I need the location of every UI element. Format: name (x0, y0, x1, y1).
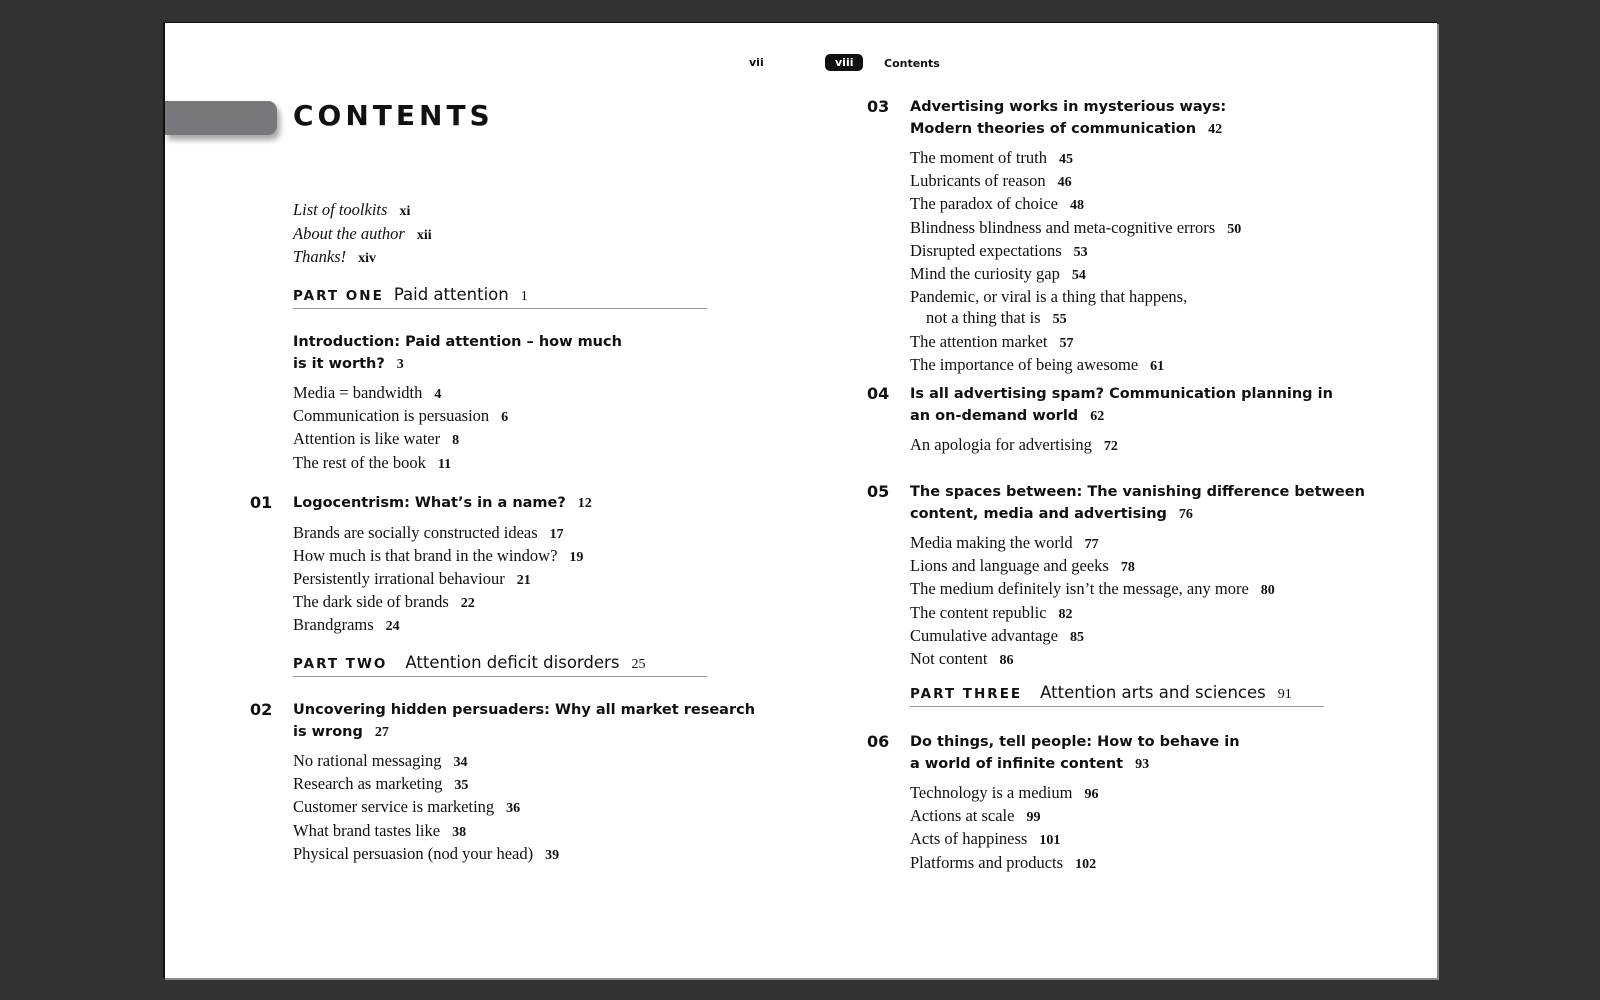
toc-entry[interactable] (293, 246, 432, 270)
section-page: 45 (1059, 152, 1074, 167)
chapter-title-line: Uncovering hidden persuaders: Why all market research (293, 702, 756, 718)
chapter-title-line: The spaces between: The vanishing difference between (910, 484, 1365, 500)
right-page-number: viii (825, 54, 863, 71)
section-title: Persistently irrational behaviour (293, 568, 505, 588)
part-heading[interactable] (293, 285, 707, 309)
section-entry[interactable] (293, 428, 622, 451)
chapter-page: 76 (1178, 506, 1193, 522)
section-entry[interactable] (293, 405, 622, 428)
left-page-number: vii (749, 56, 764, 69)
part-name: Paid attention (393, 285, 509, 304)
chapter-tab-decoration (165, 101, 277, 135)
chapter-title-line: Introduction: Paid attention – how much (293, 334, 622, 350)
section-entry[interactable] (910, 354, 1241, 377)
section-title: not a thing that is (926, 308, 1041, 328)
entry-page: xii (416, 227, 432, 243)
section-title: Mind the curiosity gap (910, 264, 1060, 284)
section-page: 6 (501, 410, 509, 426)
chapter-title[interactable] (910, 97, 1241, 140)
chapter-page: 12 (577, 496, 592, 511)
section-page: 35 (454, 778, 469, 794)
section-entry[interactable] (910, 331, 1241, 354)
section-entry[interactable] (293, 843, 755, 866)
section-page: 34 (453, 755, 468, 770)
section-entry[interactable] (910, 602, 1365, 625)
section-title: The attention market (910, 331, 1048, 351)
part-label: PART THREE (910, 686, 1023, 702)
section-page: 102 (1075, 856, 1097, 872)
part-label: PART ONE (293, 288, 384, 304)
section-page: 11 (437, 456, 452, 472)
section-entry[interactable] (293, 614, 592, 637)
chapter-title-line: content, media and advertising (910, 505, 1167, 522)
section-entry[interactable] (293, 773, 755, 796)
toc-entry[interactable] (293, 199, 432, 223)
section-title: Actions at scale (910, 806, 1015, 826)
section-title: Lions and language and geeks (910, 556, 1109, 576)
part-name: Attention deficit disorders (405, 653, 620, 672)
chapter-number: 04 (867, 384, 890, 403)
chapter-entry (250, 700, 756, 866)
chapter-title-line: Is all advertising spam? Communication planning in (910, 386, 1333, 402)
chapter-title-line: Do things, tell people: How to behave in (910, 734, 1240, 750)
section-entry[interactable] (293, 820, 755, 843)
section-page: 101 (1039, 833, 1061, 849)
section-entry[interactable] (293, 452, 622, 475)
section-list (293, 750, 755, 866)
section-page: 53 (1073, 244, 1088, 260)
section-title: Technology is a medium (910, 783, 1073, 802)
chapter-number: 02 (250, 700, 273, 719)
section-title: Pandemic, or viral is a thing that happens, (910, 287, 1188, 307)
section-entry[interactable] (910, 240, 1241, 263)
section-title: The content republic (910, 602, 1047, 622)
part-page: 91 (1277, 687, 1292, 702)
section-title: Brandgrams (293, 615, 374, 635)
section-title: Disrupted expectations (910, 240, 1062, 260)
part-page: 25 (631, 657, 646, 672)
section-entry[interactable] (910, 193, 1241, 216)
section-entry[interactable] (910, 782, 1240, 805)
part-heading[interactable] (910, 683, 1324, 707)
section-page: 8 (452, 433, 460, 449)
section-page: 85 (1070, 629, 1084, 645)
section-page: 77 (1084, 537, 1099, 552)
section-list (910, 782, 1240, 875)
section-entry[interactable] (910, 147, 1241, 170)
section-entry[interactable] (293, 750, 755, 773)
chapter-title[interactable] (910, 732, 1240, 775)
section-title: Lubricants of reason (910, 171, 1046, 191)
section-entry[interactable] (910, 434, 1333, 457)
section-page: 21 (516, 572, 531, 588)
section-entry[interactable] (293, 545, 592, 568)
section-list (293, 382, 622, 475)
entry-page: xi (399, 204, 411, 219)
section-title: An apologia for advertising (910, 435, 1092, 454)
section-entry[interactable] (910, 578, 1365, 601)
section-title: Media = bandwidth (293, 383, 423, 402)
front-matter-list (293, 199, 432, 270)
entry-title: List of toolkits (293, 200, 388, 219)
section-entry[interactable] (293, 522, 592, 545)
chapter-entry (867, 732, 1240, 875)
entry-title: Thanks! (293, 247, 347, 266)
chapter-entry (867, 384, 1333, 457)
section-entry[interactable] (910, 648, 1365, 671)
section-page: 57 (1059, 335, 1074, 351)
section-title: Blindness blindness and meta-cognitive errors (910, 217, 1216, 237)
chapter-page: 42 (1208, 121, 1223, 137)
section-page: 17 (549, 526, 564, 542)
chapter-page: 62 (1090, 408, 1105, 424)
chapter-entry (867, 482, 1365, 671)
entry-title: About the author (293, 223, 405, 243)
section-entry[interactable] (910, 625, 1365, 648)
section-page: 36 (506, 801, 521, 817)
section-title: Attention is like water (293, 429, 441, 449)
section-page: 86 (999, 653, 1014, 669)
part-name: Attention arts and sciences (1040, 683, 1266, 702)
section-page: 39 (545, 847, 560, 863)
section-title: Platforms and products (910, 852, 1064, 872)
section-page: 4 (434, 387, 442, 402)
section-title: The moment of truth (910, 148, 1048, 167)
section-title: The rest of the book (293, 452, 426, 472)
section-title: The importance of being awesome (910, 354, 1139, 374)
part-page: 1 (520, 289, 528, 304)
chapter-page: 3 (396, 356, 404, 372)
section-page: 72 (1103, 439, 1118, 454)
section-title: Physical persuasion (nod your head) (293, 843, 534, 863)
section-title: No rational messaging (293, 751, 442, 770)
section-page: 61 (1150, 358, 1165, 374)
chapter-title-line: Advertising works in mysterious ways: (910, 99, 1227, 115)
section-page: 19 (569, 549, 584, 565)
section-title: What brand tastes like (293, 820, 441, 840)
section-title: Acts of happiness (910, 829, 1028, 849)
chapter-number: 06 (867, 732, 890, 751)
section-page: 22 (460, 596, 475, 612)
section-page: 50 (1227, 221, 1242, 237)
chapter-entry (293, 332, 622, 475)
section-entry[interactable] (910, 805, 1240, 828)
section-title: Communication is persuasion (293, 406, 490, 426)
section-page: 80 (1260, 583, 1275, 599)
entry-page: xiv (358, 251, 377, 266)
section-list (910, 147, 1241, 377)
chapter-title-line: Logocentrism: What’s in a name? (293, 495, 566, 511)
section-entry[interactable] (293, 382, 622, 405)
chapter-title[interactable] (293, 493, 592, 515)
section-entry[interactable] (910, 555, 1365, 578)
section-title: Cumulative advantage (910, 625, 1058, 645)
section-title: The paradox of choice (910, 194, 1058, 214)
chapter-entry (867, 97, 1242, 377)
toc-entry[interactable] (293, 223, 432, 247)
section-entry[interactable] (293, 568, 592, 591)
chapter-title-line: is wrong (293, 723, 363, 740)
section-title: How much is that brand in the window? (293, 545, 558, 565)
running-head: Contents (884, 57, 940, 70)
book-spread (163, 22, 1437, 978)
chapter-title[interactable] (910, 384, 1333, 427)
chapter-title-line: a world of infinite content (910, 755, 1124, 772)
chapter-title-line: Modern theories of communication (910, 120, 1197, 137)
section-page: 24 (385, 619, 400, 635)
chapter-page: 27 (374, 724, 389, 740)
section-page: 82 (1058, 606, 1073, 622)
section-list (910, 434, 1333, 457)
section-page: 78 (1120, 560, 1135, 576)
chapter-number: 01 (250, 493, 273, 512)
chapter-title-line: an on-demand world (910, 407, 1079, 424)
section-title: Media making the world (910, 533, 1073, 552)
chapter-title-line: is it worth? (293, 355, 385, 372)
section-entry[interactable] (910, 828, 1240, 851)
section-entry[interactable] (293, 796, 755, 819)
section-page: 55 (1052, 312, 1067, 328)
section-title: Brands are socially constructed ideas (293, 522, 538, 542)
chapter-title[interactable] (910, 482, 1365, 525)
section-page: 48 (1069, 198, 1084, 214)
chapter-page: 93 (1135, 756, 1150, 772)
chapter-number: 05 (867, 482, 890, 501)
section-entry-continuation[interactable] (910, 307, 1241, 330)
section-page: 38 (452, 824, 467, 840)
chapter-number: 03 (867, 97, 890, 116)
section-entry[interactable] (910, 263, 1241, 286)
section-title: The dark side of brands (293, 592, 449, 612)
section-title: The medium definitely isn’t the message, any more (910, 579, 1249, 599)
chapter-entry (250, 493, 592, 638)
section-title: Customer service is marketing (293, 797, 495, 817)
section-entry[interactable] (910, 217, 1241, 240)
section-page: 96 (1084, 787, 1099, 802)
part-heading[interactable] (293, 653, 707, 677)
chapter-title[interactable] (293, 332, 622, 375)
section-page: 99 (1026, 810, 1041, 826)
page-title: CONTENTS (293, 99, 494, 132)
part-label: PART TWO (293, 656, 388, 672)
section-list (910, 532, 1365, 671)
section-entry[interactable] (910, 852, 1240, 875)
section-list (293, 522, 592, 638)
section-title: Not content (910, 649, 988, 669)
section-page: 54 (1071, 268, 1086, 284)
section-title: Research as marketing (293, 774, 443, 794)
section-entry[interactable] (910, 532, 1365, 555)
section-entry[interactable] (293, 591, 592, 614)
section-entry[interactable] (910, 170, 1241, 193)
section-page: 46 (1057, 175, 1072, 191)
section-entry[interactable] (910, 286, 1241, 307)
chapter-title[interactable] (293, 700, 755, 743)
